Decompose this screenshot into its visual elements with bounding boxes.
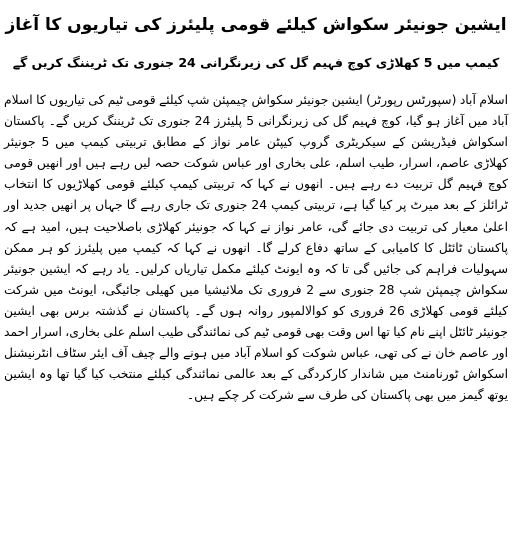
news-article [4,0,508,535]
article-body: اسلام آباد (سپورٹس رپورٹر) ایشین جونیئر سکواش چیمپئن شپ کیلئے قومی ٹیم کی تیاریوں کا اسلام آباد میں آغاز ہو گیا، کوچ فہیم گل کی زیرنگرانی 5 پلیئرز 24 جنوری تک ٹریننگ کریں گے۔ پاکستان اسکواش فیڈریشن کے سیکریٹری گروپ کیپٹن عامر نواز کے مطابق تربیتی کیمپ میں 5 جونیئر کھلاڑی عاصم، اسرار، طیب اسلم، علی بخاری اور عباس شوکت حصہ لیں رہے ہیں اور انھیں قومی کوچ فہیم گل تربیت دے رہے ہیں۔ انھوں نے کہا کہ تربیتی کیمپ کیلئے قومی کھلاڑیوں کا انتخاب ٹرائلز کے بعد میرٹ پر کیا گیا ہے، تربیتی کیمپ 24 جنوری تک جاری رہے گا جہاں پر انھیں جدید اور اعلیٰ معیار کی تربیت دی جائے گی، عامر نواز نے کہا کہ جونیئر کھلاڑی باصلاحیت ہیں، امید ہے کہ پاکستان ٹائٹل کا کامیابی کے ساتھ دفاع کرلے گا۔ انھوں نے کہا کہ کیمپ میں پلیئرز کو ہر ممکن سہولیات فراہم کی جائیں گی تا کہ وہ ایونٹ کیلئے مکمل تیاریاں کرلیں۔ یاد رہے کہ ایشین جونیئر سکواش چیمپئن شپ 28 جنوری سے 2 فروری تک ملائیشیا میں کھیلی جائیگی، ایونٹ میں شرکت کیلئے قومی کھلاڑی 26 فروری کو کوالالمپور روانہ ہوں گے۔ پاکستان نے گذشتہ برس بھی ایشین جونیئر ٹائٹل اپنے نام کیا تھا اس وقت بھی قومی ٹیم کی نمائندگی طیب اسلم علی بخاری، اسرار احمد اور عاصم خان نے کی تھی، عباس شوکت کو اسلام آباد میں ہونے والے چیف آف ایئر سٹاف انٹرنیشنل اسکواش ٹورنامنٹ میں شاندار کارکردگی کے بعد عالمی نمائندگی کیلئے منتخب کیا گیا تھا وہ ایشین یوتھ گیمز میں بھی پاکستان کی طرف سے شرکت کر چکے ہیں۔ [4,93,509,403]
article-subheadline: کیمپ میں 5 کھلاڑی کوچ فہیم گل کی زیرنگرانی 24 جنوری تک ٹریننگ کریں گے [12,55,500,70]
article-headline: ایشین جونیئر سکواش کیلئے قومی پلیئرز کی تیاریوں کا آغاز [5,15,507,35]
